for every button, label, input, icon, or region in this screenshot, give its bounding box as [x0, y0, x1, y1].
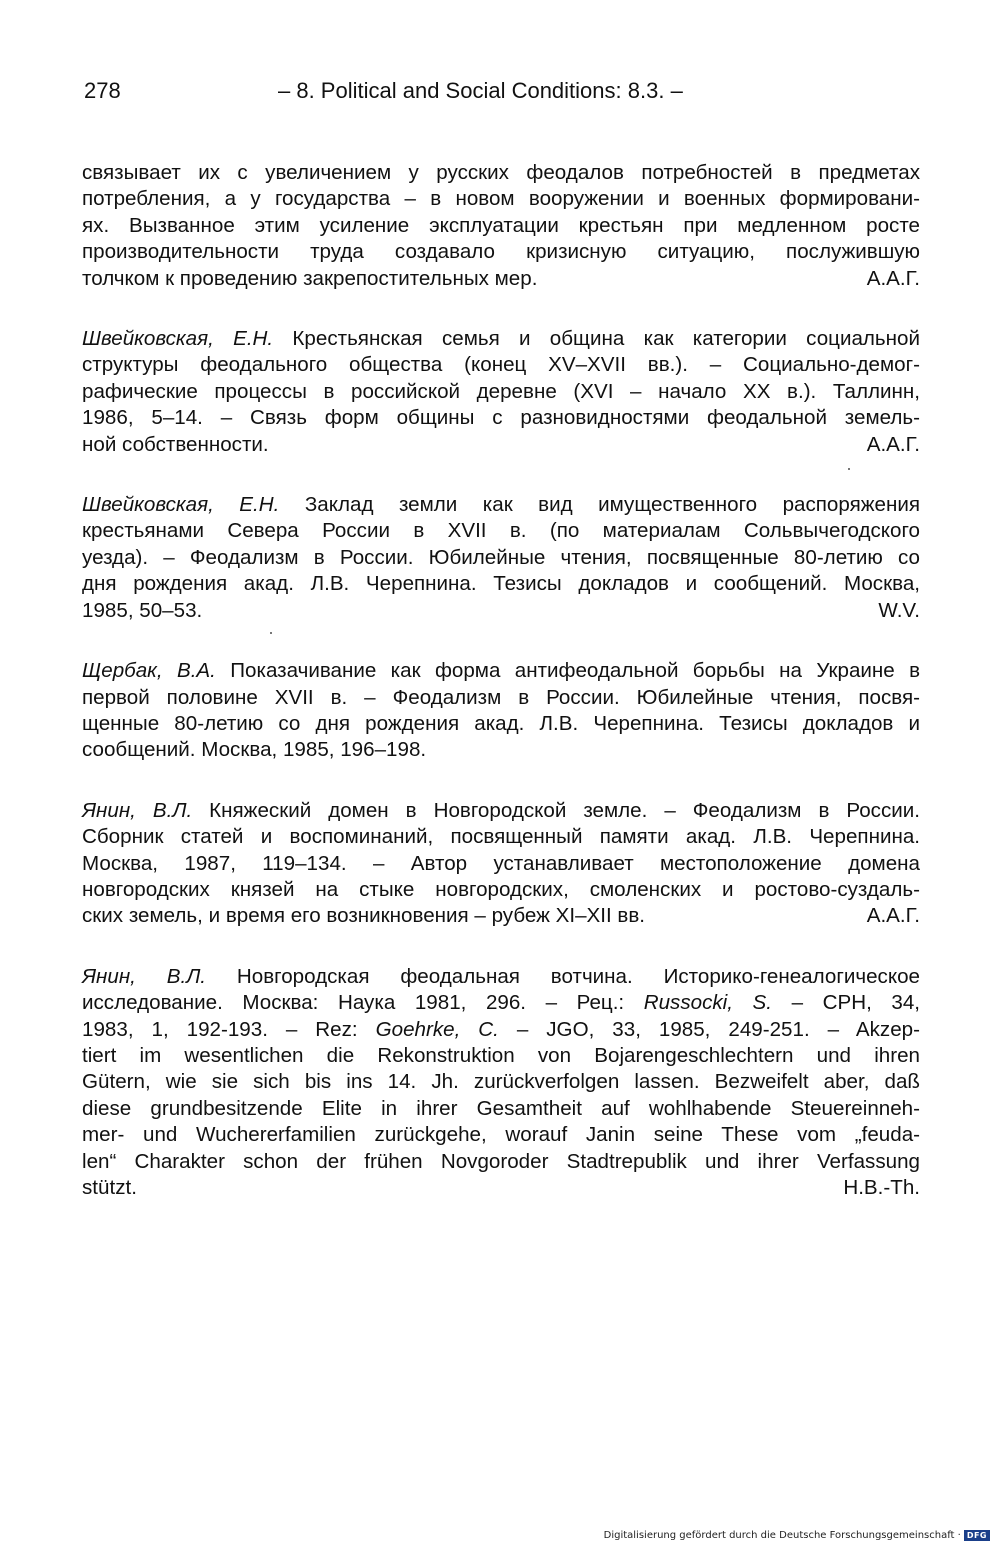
page-header	[84, 78, 924, 110]
entry-author: Янин, В.Л.	[82, 798, 193, 822]
entry-line: сообщений. Москва, 1985, 196–198.	[82, 738, 427, 762]
entry-line: дня рождения акад. Л.В. Черепнина. Тезисы докладов и сообщений. Москва,	[82, 572, 920, 596]
entry-line	[82, 1175, 920, 1201]
entry-line-text: – CPH, 34,	[772, 991, 920, 1015]
scan-speck	[848, 468, 850, 470]
entry-line: mer- und Wuchererfamilien zurückgehe, worauf Janin seine These vom „feuda-	[82, 1123, 920, 1147]
bibliography-entry	[82, 492, 920, 624]
entry-line: Gütern, wie sie sich bis ins 14. Jh. zurückverfolgen lassen. Bezweifelt aber, daß	[82, 1070, 920, 1094]
entry-line: новгородских князей на стыке новгородских, смоленских и ростово-суздаль-	[82, 877, 920, 901]
reviewer-initials: А.А.Г.	[866, 266, 920, 290]
entry-author: Щербак, В.А.	[82, 659, 216, 683]
entry-line-text: толчком к проведению закрепостительных мер.	[82, 266, 538, 290]
entry-line	[82, 598, 920, 624]
running-head: – 8. Political and Social Conditions: 8.3. –	[278, 78, 683, 103]
reviewer-initials: H.B.-Th.	[843, 1176, 920, 1199]
reviewer-initials: W.V.	[878, 598, 920, 622]
entry-line	[82, 903, 920, 929]
entry-line	[82, 964, 920, 990]
entry-line	[82, 658, 920, 684]
scan-speck	[270, 632, 272, 634]
entry-line-text: ной собственности.	[82, 432, 269, 456]
entry-title: Показачивание как форма антифеодальной борьбы на Украине в	[215, 659, 921, 683]
entry-line-text: – JGO, 33, 1985, 249-251. – Akzep-	[498, 1017, 920, 1041]
entry-line-text: 1983, 1, 192-193. – Rez:	[82, 1017, 376, 1041]
entry-line: Сборник статей и воспоминаний, посвященный памяти акад. Л.В. Черепнина.	[82, 825, 920, 849]
entry-line: крестьянами Севера России в XVII в. (по материалам Сольвычегодского	[82, 519, 920, 543]
entry-line: рафические процессы в российской деревне (XVI – начало XX в.). Таллинн,	[82, 379, 920, 403]
dfg-logo: DFG	[964, 1530, 990, 1541]
entry-line-text: 1985, 50–53.	[82, 598, 203, 622]
footer-text: Digitalisierung gefördert durch die Deutsche Forschungsgemeinschaft ·	[603, 1530, 961, 1541]
entry-line: структуры феодального общества (конец XV–XVII вв.). – Социально-демог-	[82, 353, 920, 377]
entry-title: Крестьянская семья и община как категории социальной	[273, 327, 920, 351]
entry-line: ях. Вызванное этим усиление эксплуатации крестьян при медленном росте	[82, 213, 920, 237]
entry-line: производительности труда создавало кризисную ситуацию, послужившую	[82, 240, 920, 264]
entry-line	[82, 266, 920, 292]
entry-author: Швейковская, Е.Н.	[82, 493, 280, 517]
entry-line	[82, 798, 920, 824]
entry-title: Княжеский домен в Новгородской земле. – Феодализм в России.	[192, 798, 920, 822]
review-author: Russocki, S.	[643, 991, 772, 1015]
entry-author: Швейковская, Е.Н.	[82, 327, 274, 351]
entry-line: len“ Charakter schon der frühen Novgoroder Stadtrepublik und ihrer Verfassung	[82, 1149, 920, 1173]
reviewer-initials: А.А.Г.	[866, 904, 920, 928]
entry-line	[82, 326, 920, 352]
bibliography-entry	[82, 798, 920, 930]
entry-line: Москва, 1987, 119–134. – Автор устанавливает местоположение домена	[82, 851, 920, 875]
review-author: Goehrke, C.	[375, 1017, 499, 1041]
entry-line-text: исследование. Москва: Наука 1981, 296. – Рец.:	[82, 991, 644, 1015]
entry-author: Янин, В.Л.	[82, 964, 207, 988]
entry-line: tiert im wesentlichen die Rekonstruktion von Bojarengeschlechtern und ihren	[82, 1043, 920, 1067]
entry-line: связывает их с увеличением у русских феодалов потребностей в предметах	[82, 161, 920, 184]
entry-line	[82, 1017, 920, 1043]
digitization-footer	[604, 1530, 990, 1541]
entry-line: уезда). – Феодализм в России. Юбилейные чтения, посвященные 80-летию со	[82, 545, 920, 569]
entry-title: Заклад земли как вид имущественного распоряжения	[279, 493, 921, 517]
entry-line: щенные 80-летию со дня рождения акад. Л.В. Черепнина. Тезисы докладов и	[82, 711, 920, 735]
bibliography-entry	[82, 326, 920, 458]
entry-line-text: ских земель, и время его возникновения – рубеж XI–XII вв.	[82, 904, 646, 928]
page-number: 278	[84, 78, 121, 103]
entry-title: Новгородская феодальная вотчина. Историко-генеалогическое	[206, 964, 920, 988]
entry-line	[82, 990, 920, 1016]
reviewer-initials: А.А.Г.	[866, 432, 920, 456]
bibliography-entries	[82, 160, 920, 1235]
entry-line: 1986, 5–14. – Связь форм общины с разновидностями феодальной земель-	[82, 406, 920, 430]
bibliography-entry	[82, 964, 920, 1202]
entry-line: потребления, а у государства – в новом вооружении и военных формировани-	[82, 187, 920, 211]
entry-line-text: stützt.	[82, 1176, 137, 1199]
bibliography-entry	[82, 658, 920, 764]
entry-line: diese grundbesitzende Elite in ihrer Gesamtheit auf wohlhabende Steuereinneh-	[82, 1096, 920, 1120]
entry-line: первой половине XVII в. – Феодализм в России. Юбилейные чтения, посвя-	[82, 685, 920, 709]
entry-line	[82, 432, 920, 458]
entry-line	[82, 492, 920, 518]
bibliography-entry	[82, 160, 920, 292]
